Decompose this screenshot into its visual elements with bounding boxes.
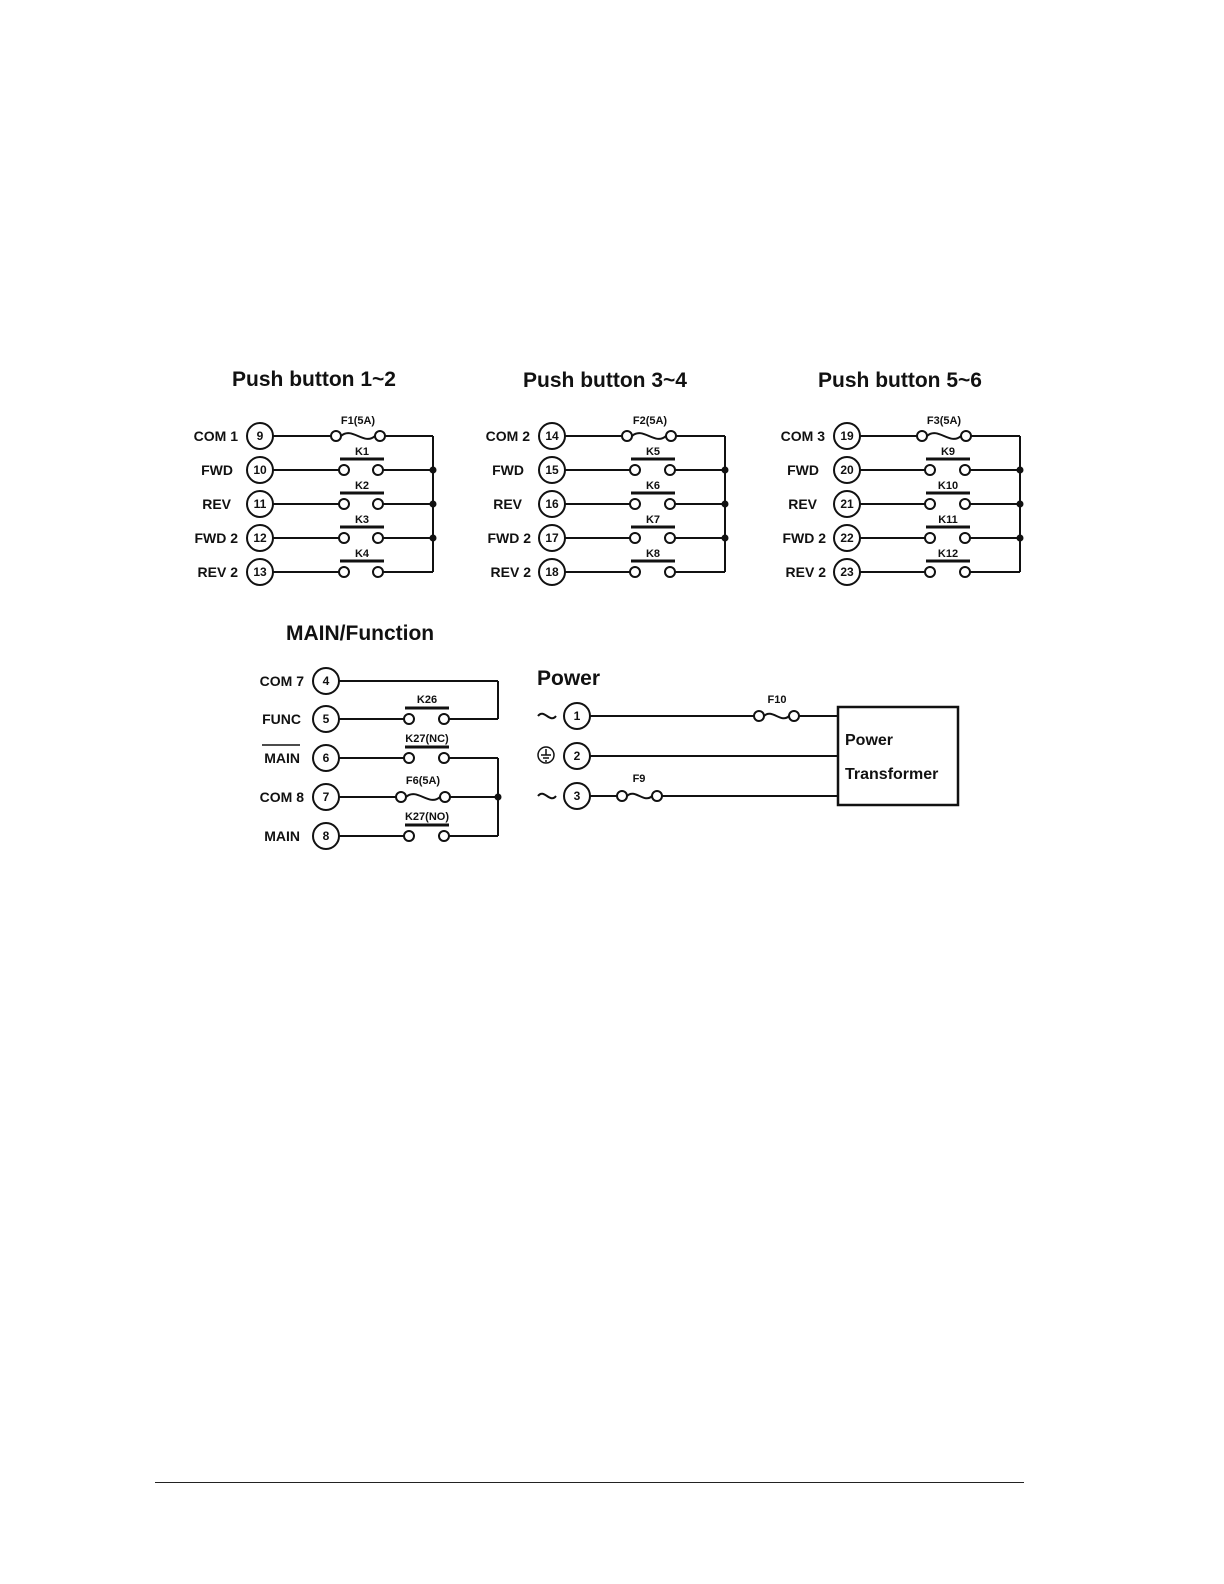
relay-k5-label: K5 xyxy=(645,446,661,458)
terminal-4-number: 4 xyxy=(322,674,330,688)
terminal-1-number: 1 xyxy=(573,709,581,723)
relay-k3-label: K3 xyxy=(354,514,370,526)
fuse-f10-icon xyxy=(764,714,789,719)
terminal-6-number: 6 xyxy=(322,751,330,765)
relay-k6-label: K6 xyxy=(645,480,661,492)
fuse-f9-contact xyxy=(652,791,662,801)
fuse-f10-label: F10 xyxy=(767,694,787,706)
block-2-row-com xyxy=(486,423,725,449)
relay-k2-label: K2 xyxy=(354,480,370,492)
block-1-row-rev2 xyxy=(198,548,433,585)
push-button-5-6-block xyxy=(781,369,1024,585)
fuse-f1-contact xyxy=(375,431,385,441)
ac-wave-icon xyxy=(538,794,556,799)
main-row-func xyxy=(262,694,498,732)
block-2-title: Push button 3~4 xyxy=(523,369,687,392)
block-3-fwd2-label: FWD 2 xyxy=(782,530,826,546)
fuse-f6-contact xyxy=(396,792,406,802)
power-row-1 xyxy=(538,694,838,729)
terminal-11-number: 11 xyxy=(253,497,267,511)
terminal-16-number: 16 xyxy=(545,497,559,511)
relay-k27-nc-label: K27(NC) xyxy=(405,733,449,745)
terminal-20-number: 20 xyxy=(840,463,854,477)
block-3-fuse-label: F3(5A) xyxy=(926,415,962,427)
junction-dot xyxy=(495,794,502,801)
fuse-f9-contact xyxy=(617,791,627,801)
block-3-row-com xyxy=(781,423,1020,449)
main-com7-label: COM 7 xyxy=(259,673,304,689)
fuse-f3-icon xyxy=(927,433,961,439)
fuse-f6-contact xyxy=(440,792,450,802)
block-2-row-fwd xyxy=(492,446,725,483)
transformer-label-line2: Transformer xyxy=(845,766,939,783)
block-1-fwd2-label: FWD 2 xyxy=(194,530,238,546)
footer-rule xyxy=(155,1482,1024,1483)
block-2-fwd2-label: FWD 2 xyxy=(487,530,531,546)
junction-dot xyxy=(722,535,729,542)
terminal-12-number: 12 xyxy=(253,531,267,545)
terminal-7-number: 7 xyxy=(322,790,330,804)
terminal-3-number: 3 xyxy=(573,789,581,803)
terminal-9-number: 9 xyxy=(256,429,264,443)
fuse-f2-contact xyxy=(622,431,632,441)
power-transformer-box xyxy=(838,707,958,805)
main-row-main-no xyxy=(264,811,498,849)
junction-dot xyxy=(430,467,437,474)
relay-k10-label: K10 xyxy=(937,480,959,492)
junction-dot xyxy=(1017,467,1024,474)
block-3-row-rev2 xyxy=(786,548,1020,585)
terminal-2-number: 2 xyxy=(573,749,581,763)
block-1-row-rev xyxy=(202,480,433,517)
fuse-f1-contact xyxy=(331,431,341,441)
push-button-3-4-block xyxy=(486,369,729,585)
relay-k4-label: K4 xyxy=(354,548,370,560)
terminal-21-number: 21 xyxy=(840,497,854,511)
block-1-rev2-label: REV 2 xyxy=(197,564,238,580)
block-3-fwd-label: FWD xyxy=(787,462,819,478)
terminal-15-number: 15 xyxy=(545,463,559,477)
fuse-f6-icon xyxy=(406,794,440,800)
terminal-18-number: 18 xyxy=(545,565,559,579)
block-2-com-label: COM 2 xyxy=(485,428,530,444)
power-row-3 xyxy=(538,773,838,809)
block-1-com-label: COM 1 xyxy=(193,428,238,444)
fuse-f9-label: F9 xyxy=(632,773,646,785)
earth-ground-icon xyxy=(538,747,554,763)
relay-k11-label: K11 xyxy=(938,514,958,526)
fuse-f10-contact xyxy=(754,711,764,721)
main-nc-label: MAIN xyxy=(264,750,300,766)
block-1-fwd-label: FWD xyxy=(201,462,233,478)
block-3-row-rev xyxy=(788,480,1020,517)
power-title: Power xyxy=(537,667,601,690)
terminal-13-number: 13 xyxy=(253,565,267,579)
relay-k1-label: K1 xyxy=(354,446,370,458)
block-2-rev-label: REV xyxy=(493,496,522,512)
terminal-10-number: 10 xyxy=(253,463,267,477)
block-3-row-fwd xyxy=(787,446,1020,483)
relay-k12-label: K12 xyxy=(937,548,959,560)
junction-dot xyxy=(430,535,437,542)
block-2-rev2-label: REV 2 xyxy=(490,564,531,580)
relay-k9-label: K9 xyxy=(940,446,956,458)
relay-k27-no-label: K27(NO) xyxy=(404,811,450,823)
terminal-19-number: 19 xyxy=(840,429,854,443)
block-3-rev2-label: REV 2 xyxy=(785,564,826,580)
block-3-com-label: COM 3 xyxy=(780,428,825,444)
main-row-com8 xyxy=(260,775,498,810)
block-3-rev-label: REV xyxy=(788,496,817,512)
block-2-fuse-label: F2(5A) xyxy=(632,415,668,427)
main-function-block xyxy=(260,622,502,849)
relay-k26-label: K26 xyxy=(416,694,438,706)
terminal-14-number: 14 xyxy=(545,429,559,443)
ac-wave-icon xyxy=(538,714,556,719)
fuse-f9-icon xyxy=(627,794,652,799)
junction-dot xyxy=(722,467,729,474)
junction-dot xyxy=(1017,535,1024,542)
block-2-fwd-label: FWD xyxy=(492,462,524,478)
block-2-row-rev xyxy=(493,480,725,517)
fuse-f1-icon xyxy=(341,433,375,439)
transformer-label-line1: Power xyxy=(845,732,894,749)
main-function-title: MAIN/Function xyxy=(286,622,435,645)
fuse-f6-label: F6(5A) xyxy=(405,775,441,787)
block-1-rev-label: REV xyxy=(202,496,231,512)
block-2-row-rev2 xyxy=(491,548,725,585)
terminal-22-number: 22 xyxy=(840,531,854,545)
block-1-title: Push button 1~2 xyxy=(232,368,396,391)
fuse-f2-contact xyxy=(666,431,676,441)
block-1-row-fwd2 xyxy=(194,514,433,551)
terminal-23-number: 23 xyxy=(840,565,854,579)
block-3-row-fwd2 xyxy=(782,514,1020,551)
main-func-label: FUNC xyxy=(262,711,301,727)
terminal-17-number: 17 xyxy=(545,531,559,545)
junction-dot xyxy=(430,501,437,508)
terminal-8-number: 8 xyxy=(322,829,330,843)
junction-dot xyxy=(722,501,729,508)
relay-k7-label: K7 xyxy=(645,514,661,526)
power-row-2 xyxy=(538,743,838,769)
fuse-f3-contact xyxy=(961,431,971,441)
power-block xyxy=(537,667,958,809)
relay-k8-label: K8 xyxy=(645,548,661,560)
main-row-main-nc xyxy=(262,733,498,771)
block-1-fuse-label: F1(5A) xyxy=(340,415,376,427)
terminal-5-number: 5 xyxy=(322,712,330,726)
block-3-title: Push button 5~6 xyxy=(818,369,982,392)
fuse-f3-contact xyxy=(917,431,927,441)
block-2-row-fwd2 xyxy=(487,514,725,551)
push-button-1-2-block xyxy=(194,368,437,585)
main-com8-label: COM 8 xyxy=(259,789,304,805)
fuse-f2-icon xyxy=(632,433,666,439)
block-1-row-fwd xyxy=(201,446,433,483)
main-no-label: MAIN xyxy=(264,828,300,844)
junction-dot xyxy=(1017,501,1024,508)
fuse-f10-contact xyxy=(789,711,799,721)
block-1-row-com xyxy=(194,423,433,449)
